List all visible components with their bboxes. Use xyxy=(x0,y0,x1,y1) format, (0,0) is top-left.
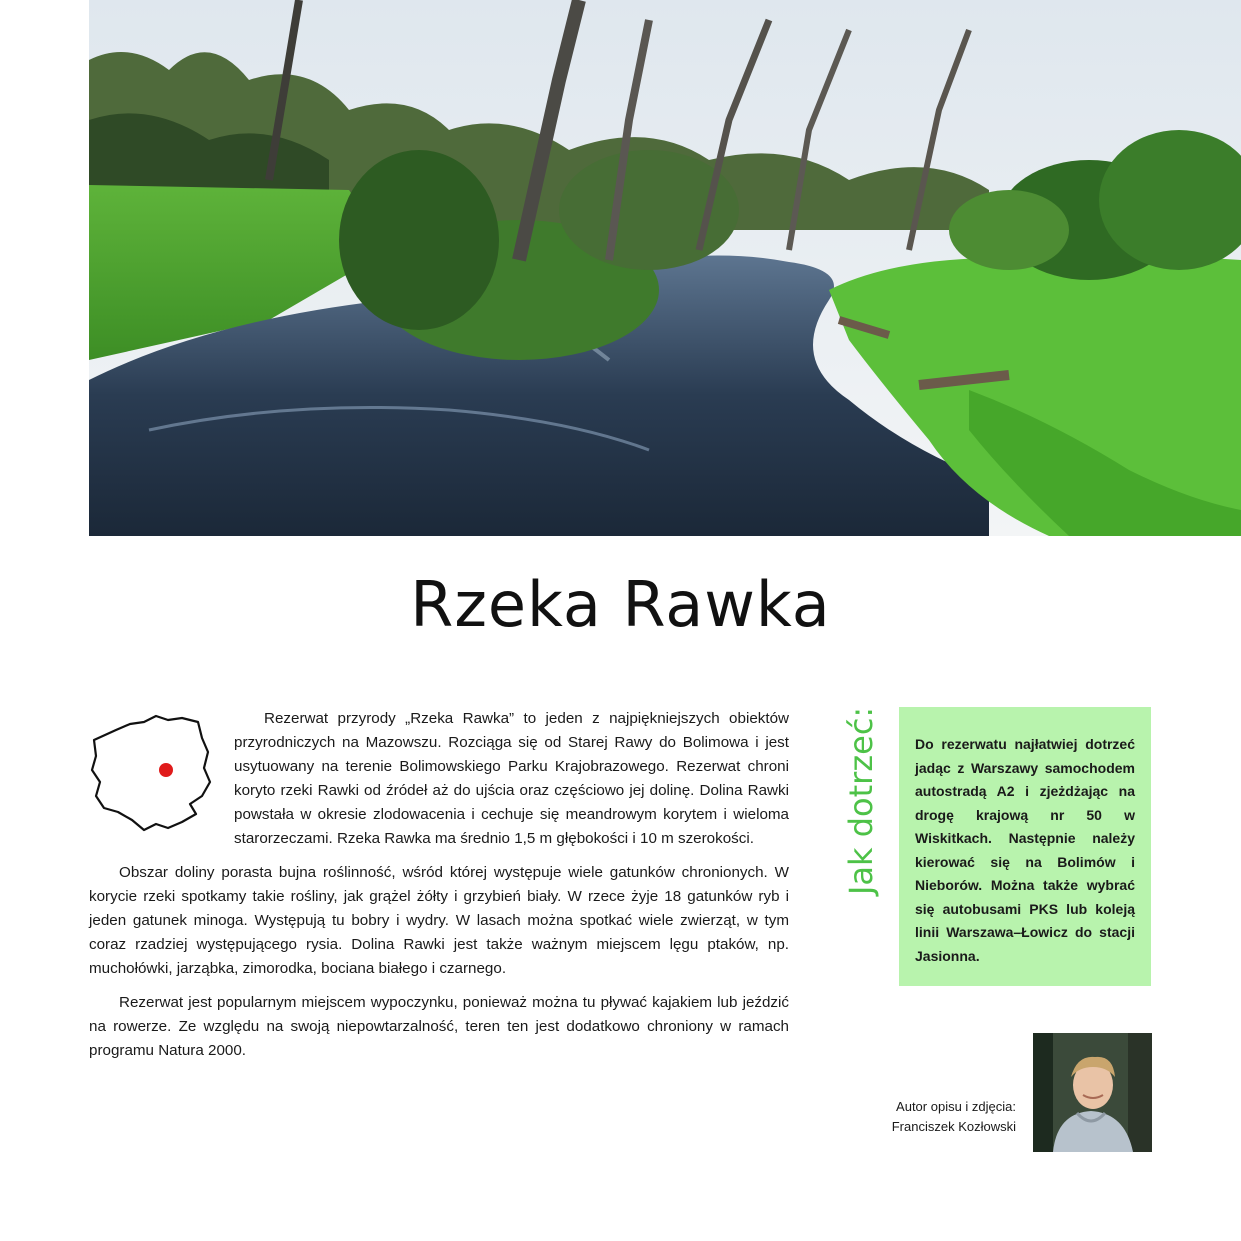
article-paragraph-2: Obszar doliny porasta bujna roślinność, wśród której występuje wiele gatunków chronionych. W korycie rzeki spotkamy takie rośliny, jak grążel żółty i grzybień biały. W rzece żyje 18 gatunków ryb i jeden gatunek minoga. Występują tu bobry i wydry. W lasach można spotkać wiele zwierząt, w tym coraz rzadziej występującego rysia. Dolina Rawki jest także ważnym miejscem lęgu ptaków, np. muchołówki, jarząbka, zimorodka, bociana białego i czarnego. xyxy=(89,864,789,977)
page-title: Rzeka Rawka xyxy=(410,568,831,641)
author-label: Autor opisu i zdjęcia: xyxy=(896,1099,1016,1114)
author-name: Franciszek Kozłowski xyxy=(891,1119,1016,1134)
howto-box xyxy=(899,707,1151,986)
author-credit xyxy=(870,1097,1016,1137)
article-paragraph-3: Rezerwat jest popularnym miejscem wypoczynku, ponieważ można tu pływać kajakiem lub jeździć na rowerze. Ze względu na swoją niepowtarzalność, teren ten jest dodatkowo chroniony w ramach programu Natura 2000. xyxy=(89,994,789,1059)
howto-label: Jak dotrzeć: xyxy=(842,706,880,895)
article-body xyxy=(89,707,789,1073)
howto-text: Do rezerwatu najłatwiej dotrzeć jadąc z Warszawy samochodem autostradą A2 i zjeżdżając na drogę krajową nr 50 w Wiskitkach. Następnie należy kierować się na Bolimów i Nieborów. Można także wybrać się autobusami PKS lub koleją linii Warszawa–Łowicz do stacji Jasionna. xyxy=(915,736,1135,964)
article-paragraph-1: Rezerwat przyrody „Rzeka Rawka” to jeden z najpiękniejszych obiektów przyrodniczych na Mazowszu. Rozciąga się od Starej Rawy do Bolimowa i jest usytuowany na terenie Bolimowskiego Parku Krajobrazowego. Rezerwat chroni koryto rzeki Rawki od źródeł aż do ujścia oraz częściowo jej dolinę. Dolina Rawki powstała w okresie zlodowacenia i cechuje się meandrowym korytem i wieloma starorzeczami. Rzeka Rawka ma średnio 1,5 m głębokości i 10 m szerokości. xyxy=(234,710,789,847)
hero-photo xyxy=(89,0,1241,536)
author-photo xyxy=(1033,1033,1152,1152)
